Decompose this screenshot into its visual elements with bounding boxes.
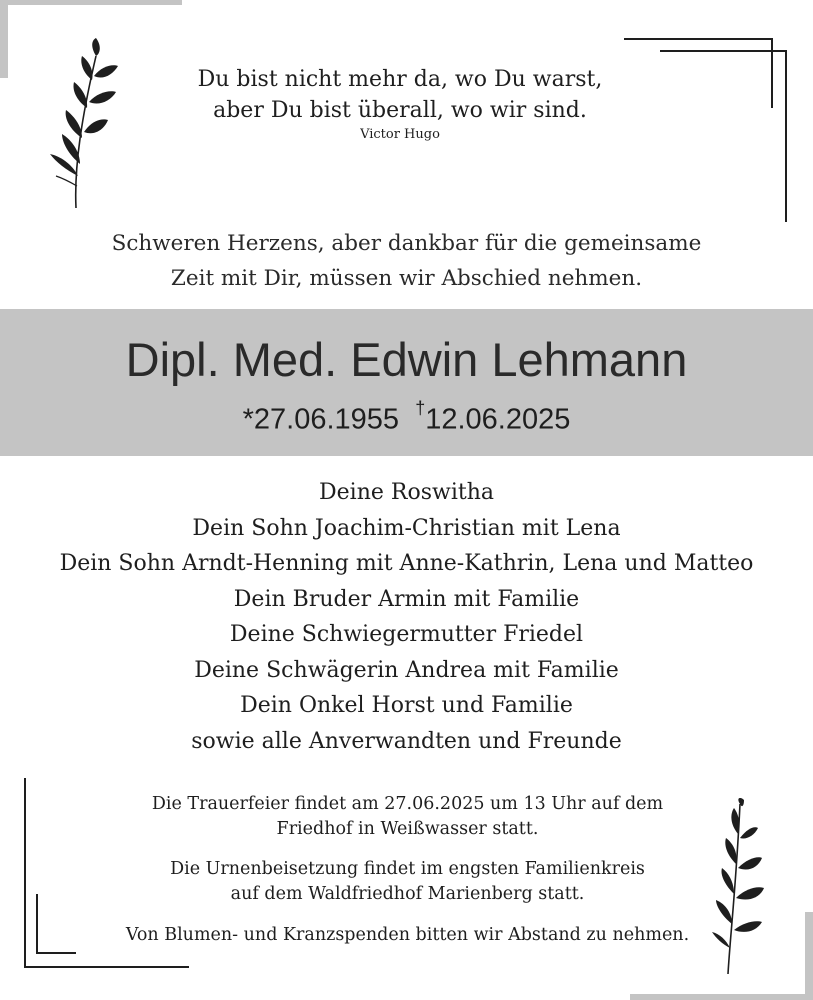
intro-text bbox=[40, 226, 773, 296]
frame-line-top-right-inner-vertical bbox=[785, 50, 787, 222]
mourner-line: Dein Sohn Arndt-Henning mit Anne-Kathrin, Lena und Matteo bbox=[59, 551, 754, 576]
flowers-note: Von Blumen- und Kranzspenden bitten wir Abstand zu nehmen. bbox=[125, 925, 690, 945]
life-dates bbox=[0, 398, 813, 437]
death-date: 12.06.2025 bbox=[425, 403, 571, 436]
quote-author: Victor Hugo bbox=[360, 127, 440, 142]
mourner-line: Dein Onkel Horst und Familie bbox=[240, 693, 573, 718]
mourner-line: sowie alle Anverwandten und Freunde bbox=[191, 728, 622, 754]
mourner-line: Deine Schwiegermutter Friedel bbox=[229, 622, 584, 647]
frame-bar-top-left bbox=[0, 0, 182, 5]
frame-line-bottom-left-vertical bbox=[24, 778, 26, 968]
deceased-name: Dipl. Med. Edwin Lehmann bbox=[125, 333, 688, 386]
frame-bar-bottom-right bbox=[630, 994, 813, 1000]
intro-line: Zeit mit Dir, müssen wir Abschied nehmen. bbox=[170, 266, 643, 291]
ceremony-line: Friedhof in Weißwasser statt. bbox=[276, 818, 539, 839]
death-symbol: † bbox=[415, 398, 426, 418]
quote-line: Du bist nicht mehr da, wo Du warst, bbox=[197, 67, 603, 92]
frame-line-bottom-left-inner bbox=[36, 952, 76, 954]
frame-bar-left-top bbox=[0, 0, 8, 78]
mourners-list bbox=[0, 475, 813, 759]
frame-bar-bottom-right-vertical bbox=[805, 912, 813, 1000]
mourner-line: Dein Bruder Armin mit Familie bbox=[233, 586, 580, 612]
quote-text bbox=[130, 64, 670, 126]
burial-info bbox=[80, 857, 735, 906]
ceremony-info bbox=[80, 792, 735, 841]
birth-date: *27.06.1955 bbox=[242, 403, 400, 436]
ceremony-line: Die Trauerfeier findet am 27.06.2025 um 13 Uhr auf dem bbox=[151, 794, 664, 814]
mourner-line: Deine Schwägerin Andrea mit Familie bbox=[194, 657, 619, 683]
mourner-line: Deine Roswitha bbox=[319, 480, 494, 505]
mourner-line: Dein Sohn Joachim-Christian mit Lena bbox=[192, 515, 621, 541]
burial-line: auf dem Waldfriedhof Marienberg statt. bbox=[230, 883, 585, 904]
quote-line: aber Du bist überall, wo wir sind. bbox=[213, 98, 587, 123]
intro-line: Schweren Herzens, aber dankbar für die gemeinsame bbox=[111, 231, 702, 256]
frame-line-bottom-left-inner-vertical bbox=[36, 894, 38, 954]
frame-line-top-right bbox=[624, 38, 772, 40]
frame-line-bottom-left bbox=[24, 966, 189, 968]
leaf-branch-icon bbox=[36, 36, 126, 211]
burial-line: Die Urnenbeisetzung findet im engsten Familienkreis bbox=[170, 859, 645, 879]
frame-line-top-right-inner bbox=[660, 50, 787, 52]
frame-line-top-right-vertical bbox=[771, 38, 773, 108]
